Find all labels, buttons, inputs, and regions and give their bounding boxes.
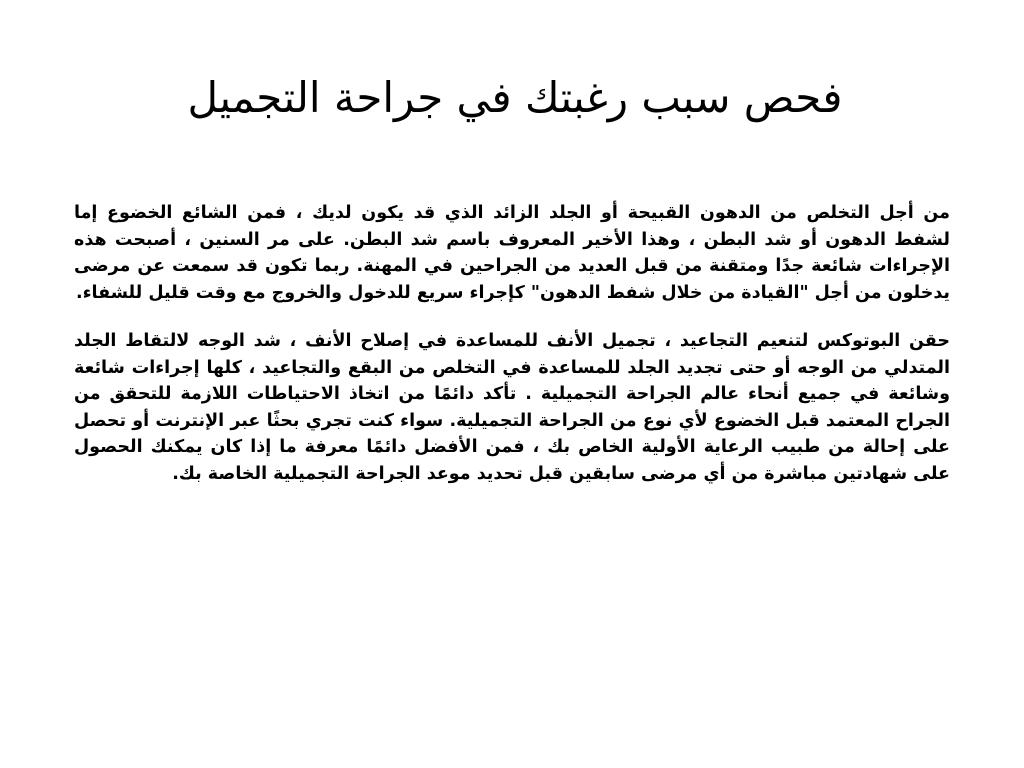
slide-body bbox=[74, 200, 950, 487]
body-paragraph-2: حقن البوتوكس لتنعيم التجاعيد ، تجميل الأنف للمساعدة في إصلاح الأنف ، شد الوجه لالتقاط الجلد المتدلي من الوجه أو حتى تجديد الجلد للمساعدة في التخلص من البقع والتجاعيد ، كلها إجراءات شائعة وشائعة في جميع أنحاء عالم الجراحة التجميلية . تأكد دائمًا من اتخاذ الاحتياطات اللازمة للتحقق من الجراح المعتمد قبل الخضوع لأي نوع من الجراحة التجميلية. سواء كنت تجري بحثًا عبر الإنترنت أو تحصل على إحالة من طبيب الرعاية الأولية الخاص بك ، فمن الأفضل دائمًا معرفة ما إذا كان يمكنك الحصول على شهادتين مباشرة من أي مرضى سابقين قبل تحديد موعد الجراحة التجميلية الخاصة بك. bbox=[74, 331, 950, 484]
body-paragraph-1: من أجل التخلص من الدهون القبيحة أو الجلد الزائد الذي قد يكون لديك ، فمن الشائع الخضوع إما لشفط الدهون أو شد البطن ، وهذا الأخير المعروف باسم شد البطن. على مر السنين ، أصبحت هذه الإجراءات شائعة جدًا ومتقنة من قبل العديد من الجراحين في المهنة. ربما تكون قد سمعت عن مرضى يدخلون من أجل "القيادة من خلال شفط الدهون" كإجراء سريع للدخول والخروج مع وقت قليل للشفاء. bbox=[74, 203, 950, 303]
slide-title: فحص سبب رغبتك في جراحة التجميل bbox=[187, 73, 843, 122]
